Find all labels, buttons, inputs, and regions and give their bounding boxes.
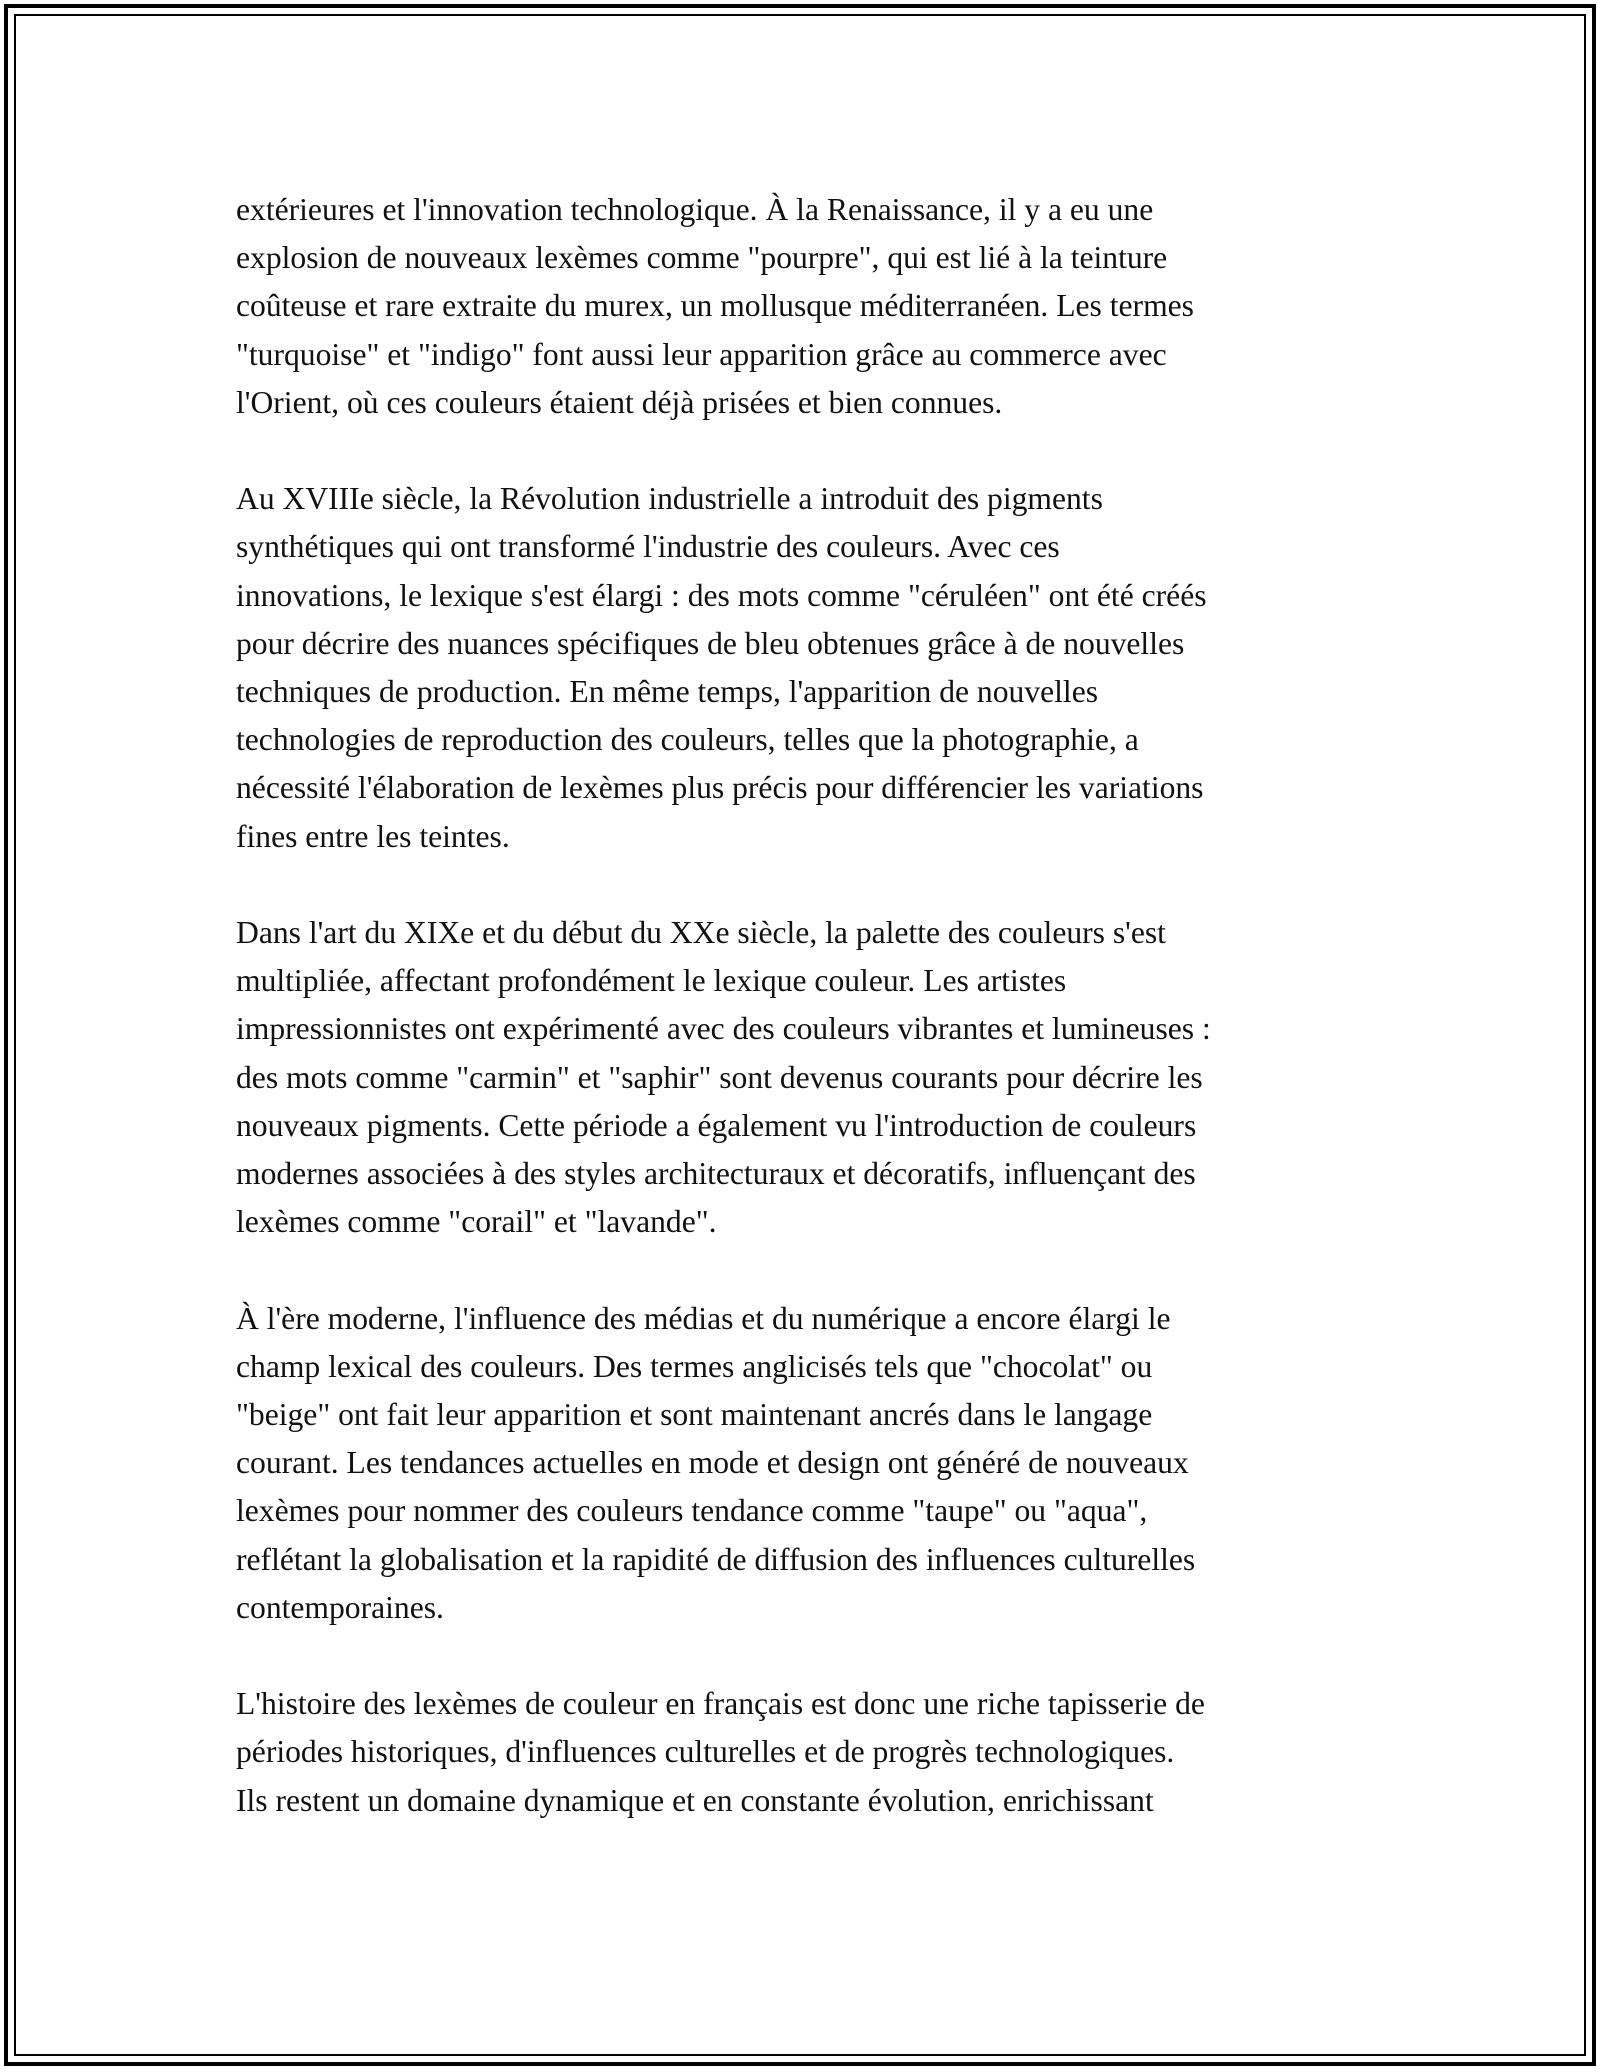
text-line: impressionnistes ont expérimenté avec des couleurs vibrantes et lumineuses : [236, 1011, 1211, 1047]
paragraph-3 [236, 909, 1376, 1246]
text-line: lexèmes comme "corail" et "lavande". [236, 1204, 717, 1240]
paragraph-2 [236, 475, 1376, 861]
text-line: courant. Les tendances actuelles en mode et design ont généré de nouveaux [236, 1445, 1189, 1481]
text-line: "turquoise" et "indigo" font aussi leur apparition grâce au commerce avec [236, 336, 1167, 372]
text-line: fines entre les teintes. [236, 818, 510, 854]
text-line: techniques de production. En même temps, l'apparition de nouvelles [236, 674, 1099, 710]
text-line: nécessité l'élaboration de lexèmes plus précis pour différencier les variations [236, 770, 1204, 806]
text-line: Au XVIIIe siècle, la Révolution industrielle a introduit des pigments [236, 481, 1103, 517]
text-line: champ lexical des couleurs. Des termes anglicisés tels que "chocolat" ou [236, 1348, 1153, 1384]
text-line: Dans l'art du XIXe et du début du XXe siècle, la palette des couleurs s'est [236, 915, 1166, 951]
text-line: lexèmes pour nommer des couleurs tendance comme "taupe" ou "aqua", [236, 1493, 1148, 1529]
text-line: explosion de nouveaux lexèmes comme "pourpre", qui est lié à la teinture [236, 240, 1168, 276]
text-line: L'histoire des lexèmes de couleur en français est donc une riche tapisserie de [236, 1686, 1205, 1722]
text-line: modernes associées à des styles architecturaux et décoratifs, influençant des [236, 1156, 1196, 1192]
text-line: coûteuse et rare extraite du murex, un mollusque méditerranéen. Les termes [236, 288, 1194, 324]
text-line: contemporaines. [236, 1589, 444, 1625]
text-line: À l'ère moderne, l'influence des médias et du numérique a encore élargi le [236, 1300, 1171, 1336]
text-line: Ils restent un domaine dynamique et en constante évolution, enrichissant [236, 1782, 1154, 1818]
text-line: des mots comme "carmin" et "saphir" sont devenus courants pour décrire les [236, 1059, 1203, 1095]
text-line: nouveaux pigments. Cette période a également vu l'introduction de couleurs [236, 1107, 1197, 1143]
text-line: extérieures et l'innovation technologique. À la Renaissance, il y a eu une [236, 192, 1154, 227]
paragraph-4 [236, 1295, 1376, 1632]
text-line: technologies de reproduction des couleurs, telles que la photographie, a [236, 722, 1139, 758]
paragraph-5 [236, 1680, 1376, 1825]
text-line: pour décrire des nuances spécifiques de bleu obtenues grâce à de nouvelles [236, 625, 1185, 661]
text-line: reflétant la globalisation et la rapidité de diffusion des influences culturelles [236, 1541, 1196, 1577]
text-line: multipliée, affectant profondément le lexique couleur. Les artistes [236, 963, 1067, 999]
text-line: synthétiques qui ont transformé l'industrie des couleurs. Avec ces [236, 529, 1060, 565]
text-line: innovations, le lexique s'est élargi : des mots comme "céruléen" ont été créés [236, 577, 1207, 613]
paragraph-1 [236, 186, 1376, 427]
text-line: périodes historiques, d'influences culturelles et de progrès technologiques. [236, 1734, 1175, 1770]
document-body [236, 186, 1376, 1873]
text-line: "beige" ont fait leur apparition et sont maintenant ancrés dans le langage [236, 1397, 1153, 1433]
text-line: l'Orient, où ces couleurs étaient déjà prisées et bien connues. [236, 384, 1003, 420]
